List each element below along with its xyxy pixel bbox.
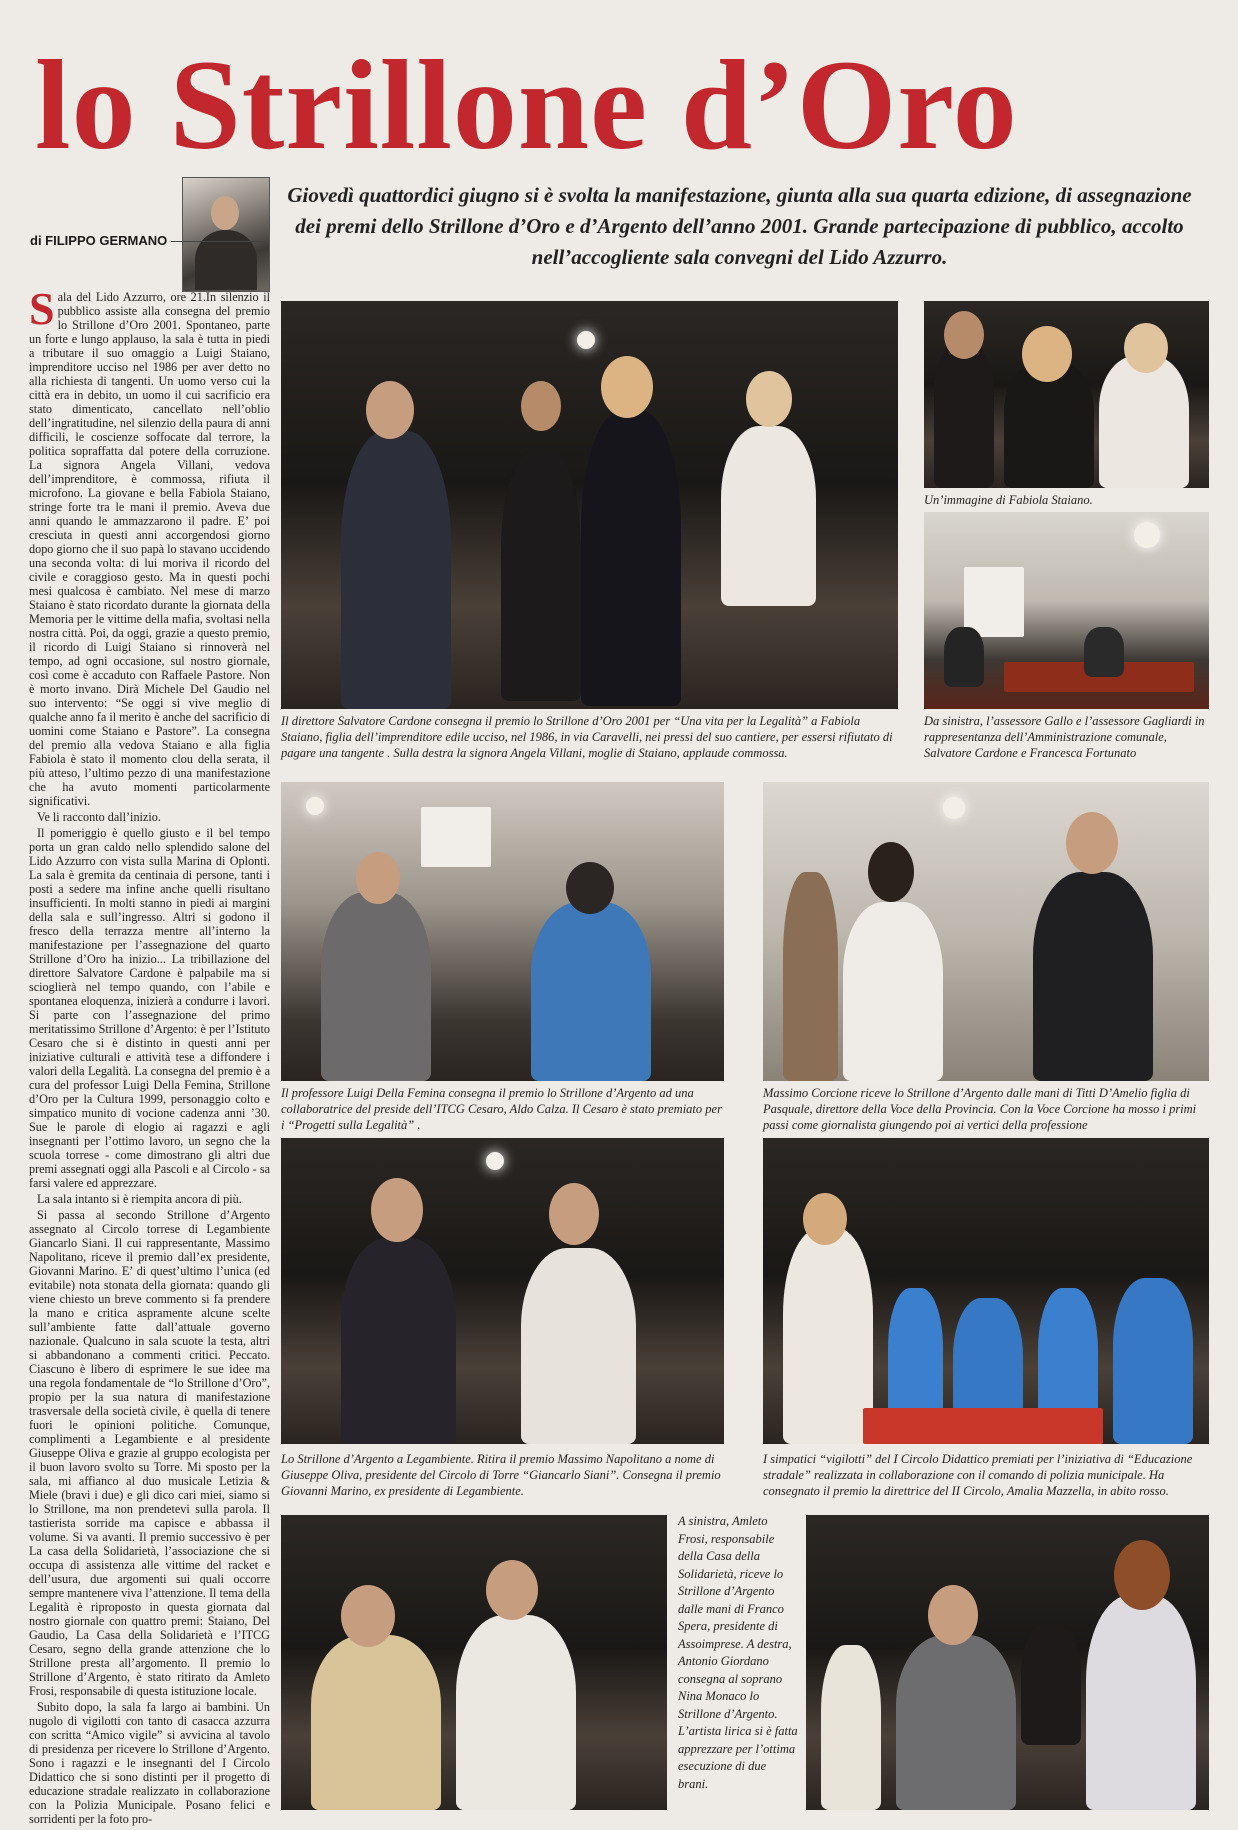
figure-woman-white	[843, 902, 943, 1081]
figure-head	[1124, 323, 1168, 373]
photo-corcione	[763, 782, 1209, 1081]
article-column	[29, 283, 270, 1828]
figure-head	[486, 1560, 538, 1620]
dropcap: S	[29, 283, 55, 334]
figure-woman-dark	[1021, 1625, 1081, 1745]
figure-woman-dark	[501, 451, 581, 701]
article-paragraph: Il pomeriggio è quello giusto e il bel tempo porta un gran caldo nello splendido salone del Lido Azzurro con vista sulla Marina di Oplonti. La sala è gremita da centinaia di persone, tanti i posti a sedere ma infine anche quelli risultano insufficienti. In molti stanno in piedi ai margini della sala e sull’ingresso. Altri si godono il fresco della terrazza mentre all’interno la manifestazione per l’assegnazione del quarto Strillone d’Oro ha inizio... La tribillazione del direttore Salvatore Cardone è palpabile ma si scioglierà nel tempo quando, con l’abile e spontanea eloquenza, inizierà a condurre i lavori. Si parte con l’assegnazione del primo meritatissimo Strillone d’Argento: è per l’Istituto Cesaro che si è distinto in questi anni per iniziative culturali e attività tese a diffondere i valori della Legalità. La consegna del premio è a cura del professor Luigi Della Femina, Strillone d’Oro per la Cultura 1999, personaggio colto e simpatico munito di vocione cadenza anni ’30. Sue le parole di elogio ai ragazzi e agli insegnanti per l’ottimo lavoro, un segno che la scuola torrese - come dimostrano gli altri due premi assegnati oggi alla Pascoli e al Circolo - sa farsi valere ed apprezzare.	[29, 826, 270, 1190]
figure-woman-white	[821, 1645, 881, 1810]
figure-marino	[341, 1238, 456, 1444]
photo-main-award	[281, 301, 898, 709]
article-paragraph: La sala intanto si è riempita ancora di più.	[37, 1192, 242, 1206]
figure-head	[521, 381, 561, 431]
caption-panel: Da sinistra, l’assessore Gallo e l’assessore Gagliardi in rappresentanza dell’Amministrazione comunale, Salvatore Cardone e Francesca Fortunato	[924, 714, 1205, 760]
figure-head	[746, 371, 792, 427]
ceiling-light	[1134, 522, 1160, 548]
banner-sign	[964, 567, 1024, 637]
ceiling-light	[306, 797, 324, 815]
caption-corcione: Massimo Corcione riceve lo Strillone d’Argento dalle mani di Titti D’Amelio figlia di Pasquale, direttore della Voce della Provincia. Con la Voce Corcione ha mosso i primi passi come giornalista giungendo poi ai vertici della professione	[763, 1086, 1197, 1132]
ceiling-light	[486, 1152, 504, 1170]
figure-head	[928, 1585, 978, 1645]
figure-head	[1114, 1540, 1170, 1610]
figure-seated	[944, 627, 984, 687]
article-paragraph: Ve li racconto dall’inizio.	[37, 810, 161, 824]
figure-giordano	[896, 1635, 1016, 1810]
figure-spera	[456, 1615, 576, 1810]
figure-head	[944, 311, 984, 359]
figure-head	[1066, 812, 1118, 874]
caption-frosi: A sinistra, Amleto Frosi, responsabile della Casa della Solidarietà, riceve lo Strillone d’Argento dalle mani di Franco Spera, presidente di Assoimprese. A destra, Antonio Giordano consegna al soprano Nina Monaco lo Strillone d’Argento. L’artista lirica si è fatta apprezzare per l’ottima esecuzione di due brani.	[678, 1514, 798, 1791]
figure-woman-standing	[783, 872, 838, 1081]
lede-paragraph: Giovedì quattordici giugno si è svolta la manifestazione, giunta alla sua quarta edizione, di assegnazione dei premi dello Strillone d’Oro e d’Argento dell’anno 2001. Grande partecipazione di pubblico, accolto nell’accogliente sala convegni del Lido Azzurro.	[287, 183, 1192, 269]
figure-woman-white	[721, 426, 816, 606]
photo-fabiola	[924, 301, 1209, 488]
photo-vigilotti	[763, 1138, 1209, 1444]
figure-head	[549, 1183, 599, 1245]
table-cloth	[863, 1408, 1103, 1444]
figure-woman-white	[1099, 356, 1189, 488]
figure-head	[366, 381, 414, 439]
figure-woman-blue	[531, 902, 651, 1081]
figure-fabiola	[581, 411, 681, 706]
figure-director	[341, 431, 451, 709]
figure-head	[803, 1193, 847, 1245]
figure-woman-dark	[934, 341, 994, 488]
photo-legambiente	[281, 1138, 724, 1444]
figure-napolitano	[521, 1248, 636, 1444]
caption-fabiola: Un’immagine di Fabiola Staiano.	[924, 493, 1093, 507]
child-vest	[1113, 1278, 1193, 1444]
figure-head	[356, 852, 400, 904]
masthead-title: lo Strillone d’Oro	[35, 34, 1018, 176]
caption-vigilotti: I simpatici “vigilotti” del I Circolo Didattico premiati per l’iniziativa di “Educazione stradale” realizzata in collaborazione con il comando di polizia municipale. Ha consegnato il premio la direttrice del II Circolo, Amalia Mazzella, in abito rosso.	[763, 1452, 1193, 1498]
figure-nina-monaco	[1086, 1595, 1196, 1810]
figure-head	[341, 1585, 395, 1647]
ceiling-light	[943, 797, 965, 819]
photo-della-femina	[281, 782, 724, 1081]
figure-head	[868, 842, 914, 902]
photo-panel	[924, 512, 1209, 709]
figure-woman-white	[783, 1228, 873, 1444]
figure-frosi	[311, 1635, 441, 1810]
byline-rule	[171, 241, 267, 242]
photo-frosi	[281, 1515, 667, 1810]
figure-head	[601, 356, 653, 418]
figure-head	[1022, 326, 1072, 382]
ceiling-light	[577, 331, 595, 349]
figure-corcione	[1033, 872, 1153, 1081]
photo-giordano	[806, 1515, 1209, 1810]
figure-professor	[321, 892, 431, 1081]
article-paragraph: Subito dopo, la sala fa largo ai bambini. Un nugolo di vigilotti con tanto di casacca azzurra con scritta “Amico vigile” si avvicina al tavolo di presidenza per ricevere lo Strillone d’Argento. Sono i ragazzi e le insegnanti del I Circolo Didattico che si sono distinti per il progetto di educazione stradale realizzato in collaborazione con la Polizia Municipale. Posano felici e sorridenti per la foto pro-	[29, 1700, 270, 1826]
figure-head	[371, 1178, 423, 1242]
caption-legambiente: Lo Strillone d’Argento a Legambiente. Ritira il premio Massimo Napolitano a nome di Giuseppe Oliva, presidente del Circolo di Torre “Giancarlo Siani”. Consegna il premio Giovanni Marino, ex presidente di Legambiente.	[281, 1452, 721, 1498]
article-paragraph: Si passa al secondo Strillone d’Argento assegnato al Circolo torrese di Legambiente Giancarlo Siani. Il cui rappresentante, Massimo Napolitano, riceve il premio dall’ex presidente, Giovanni Marino. E’ di quest’ultimo l’unica (ed evitabile) nota stonata della giornata: quando gli viene chiesto un breve commento si fa prendere la mano e critica aspramente alcune scelte sull’ambiente fatte dall’attuale governo nazionale. Qualcuno in sala scuote la testa, altri si abbandonano a commenti critici. Peccato. Ciascuno è libero di esprimere le sue idee ma una regola fondamentale de “lo Strillone d’Oro”, propio per la sua natura di manifestazione trasversale della società civile, è quella di tenere fuori le opinioni politiche. Comunque, complimenti a Legambiente e al presidente Giuseppe Oliva e grazie al gruppo ecologista per il buon lavoro svolto su Torre. Mi sposto per la sala, mi affianco al duo musicale Letizia & Miele (bravi i due) e gli dico cari miei, siamo si lo Strillone, ma non prendetevi sulla parola. Il tastierista sorride ma capisce e abbassa il volume. Si va avanti. Il premio successivo è per La casa della Solidarietà, l’associazione che si occupa di assistenza alle vittime del racket e dell’usura, due argomenti sui quali occorre sempre mantenere viva l’attenzione. Il tema della Legalità è riproposto in questa giornata dal nostro giornale con quattro premi: Staiano, Del Gaudio, La Casa della Solidarietà e l’ITCG Cesaro, segno della grande attenzione che lo Strillone presta all’argomento. Il premio lo Strillone d’Argento, è stato ritirato da Amleto Frosi, responsabile di questa istituzione locale.	[29, 1208, 270, 1698]
figure-seated	[1084, 627, 1124, 677]
caption-della-femina: Il professore Luigi Della Femina consegna il premio lo Strillone d’Argento ad una collaboratrice del preside dell’ITCG Cesaro, Aldo Calza. Il Cesaro è stato premiato per i “Progetti sulla Legalità” .	[281, 1086, 722, 1132]
figure-head	[566, 862, 614, 914]
caption-main-award: Il direttore Salvatore Cardone consegna il premio lo Strillone d’Oro 2001 per “Una vita per la Legalità” a Fabiola Staiano, figlia dell’imprenditore edile ucciso, nel 1986, in via Caravelli, nei pressi del suo cantiere, per essersi rifiutato di pagare una tangente . Sulla destra la signora Angela Villani, moglie di Staiano, applaude commossa.	[281, 714, 893, 760]
byline	[30, 233, 267, 248]
byline-text: di FILIPPO GERMANO	[30, 233, 168, 248]
banner-sign	[421, 807, 491, 867]
article-paragraph: Sala del Lido Azzurro, ore 21.In silenzio il pubblico assiste alla consegna del premio lo Strillone d’Oro 2001. Spontaneo, parte un forte e lungo applauso, la sala è tutta in piedi a tributare il suo omaggio a Luigi Staiano, imprenditore ucciso nel 1986 per aver detto no alla richiesta di tangenti. Un uomo verso cui la città era in debito, un uomo il cui sacrificio era stato dimenticato, cancellato nell’oblio dell’ingratitudine, nel silenzio della paura di anni difficili, le coscienze soffocate dal terrore, la politica sopraffatta dal potere della corruzione. La signora Angela Villani, vedova dell’imprenditore, è commossa, rifiuta il microfono. La giovane e bella Fabiola Staiano, stringe forte tra le mani il premio. Aveva due anni quando le ammazzarono il padre. E’ poi cresciuta in questi anni accorgendosi giorno dopo giorno che il suo papà lo stavano uccidendo una seconda volta: di lui moriva il ricordo del civile e coraggioso gesto. Ma in questi pochi mesi qualcosa è cambiato. Nel mese di marzo Staiano è stato ricordato durante la giornata della Memoria per le vittime della mafia, svoltasi nella nostra città. Poi, da oggi, grazie a questo premio, il ricordo di Luigi Staiano si rinnoverà nel tempo, ad ogni occasione, sul nostro giornale, così come è accaduto con Raffaele Pastore. Non è morto invano. Dirà Michele Del Gaudio nel suo intervento: “Se oggi si vive meglio di qualche anno fa il merito è anche del sacrificio di uomini come Staiano e Pastore”. La consegna del premio alla vedova Staiano e alla figlia Fabiola è stato il momento clou della serata, il più atteso, l’ultimo pezzo di una manifestazione che ha avuto momenti particolarmente significativi.	[29, 283, 270, 808]
author-head-shape	[211, 196, 239, 230]
